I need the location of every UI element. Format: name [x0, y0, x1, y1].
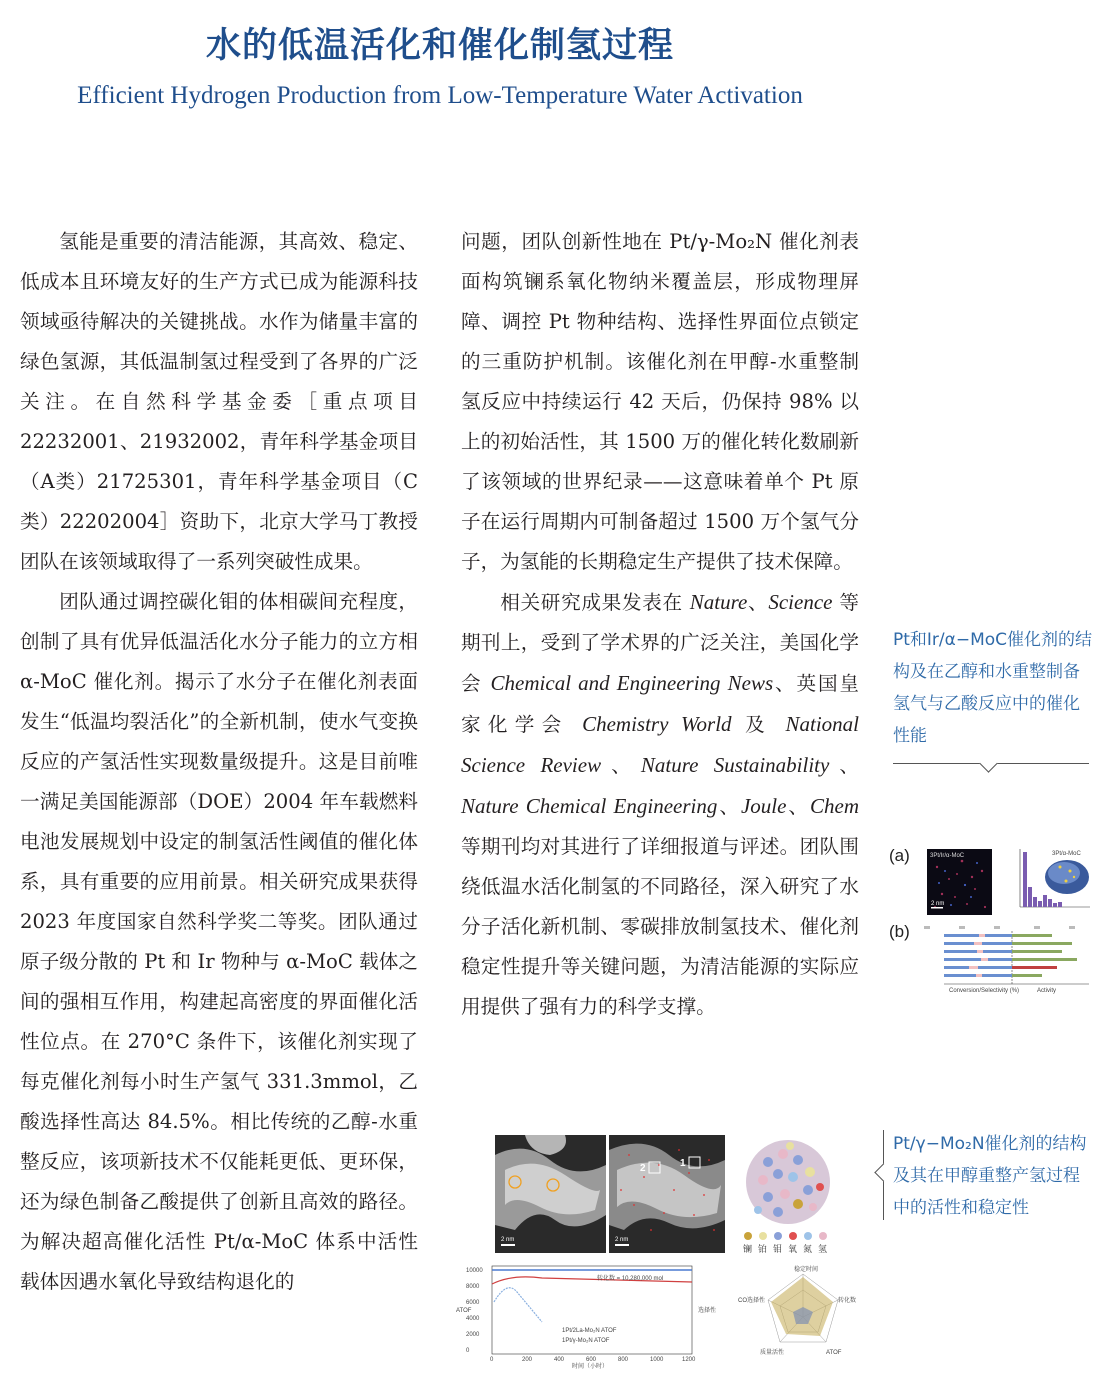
figure2-radar-bottom-right: ATOF	[826, 1350, 842, 1356]
y-tick-label: 0	[466, 1348, 470, 1354]
legend-swatch	[774, 1232, 782, 1240]
x-tick-label: 600	[586, 1357, 597, 1363]
figure2-radar-left: CO选择性	[738, 1298, 766, 1304]
figure2-stem-image-right	[609, 1135, 725, 1253]
journal-name: Chemistry World	[582, 712, 732, 736]
figure2-radar-top: 稳定时间	[794, 1267, 819, 1273]
figure2-plot-ylabel-right: 选择性	[698, 1308, 717, 1314]
legend-swatch	[759, 1232, 767, 1240]
paragraph-publications: 相关研究成果发表在 Nature、Science 等期刊上，受到了学术界的广泛关注，美国化学会 Chemical and Engineering News、英国皇家化学会 Chemistry World 及 National Science Review、Nature Sustainability、Nature Chemical Engineering、Joule、Chem 等期刊均对其进行了详细报道与评述。团队围绕低温水活化制氢的不同路径，深入研究了水分子活化新机制、零碳排放制氢技术、催化剂稳定性提升等关键问题，为清洁能源的实际应用提供了强有力的科学支撑。	[461, 590, 860, 1018]
x-tick-label: 800	[618, 1357, 629, 1363]
x-tick-label: 1000	[650, 1357, 664, 1363]
y-tick-label: 2000	[466, 1332, 480, 1338]
y-tick-label: 10000	[466, 1268, 483, 1274]
page-subtitle-english: Efficient Hydrogen Production from Low-Temperature Water Activation	[77, 82, 803, 109]
y-tick-label: 8000	[466, 1284, 480, 1290]
journal-name: Nature Sustainability	[640, 753, 830, 777]
legend-label: 氢	[818, 1245, 828, 1255]
figure1-performance-bar-chart	[919, 924, 1092, 994]
figure2-marker-2: 2	[640, 1163, 646, 1174]
page-title: 水的低温活化和催化制氢过程	[205, 26, 674, 66]
figure2-plot-legend-2: 1Pt/γ-Mo₂N ATOF	[562, 1338, 610, 1344]
figure1-a-left-label: 3Pt/Ir/α-MoC	[930, 853, 965, 859]
x-tick-label: 1200	[682, 1357, 696, 1363]
figure2-caption: Pt/γ−Mo₂N催化剂的结构及其在甲醇重整产氢过程中的活性和稳定性	[893, 1134, 1087, 1218]
figure2-plot-xlabel: 时间（小时）	[572, 1364, 609, 1370]
journal-name: Chem	[810, 794, 860, 818]
figure2-scale-left: 2 nm	[501, 1237, 515, 1243]
journal-name: Chemical and Engineering News	[490, 671, 774, 695]
x-tick-label: 0	[490, 1357, 494, 1363]
figure1-caption: Pt和Ir/α−MoC催化剂的结构及在乙醇和水重整制备氢气与乙酸反应中的催化性能	[893, 630, 1093, 746]
figure1-b-xlabel-left: Conversion/Selectivity (%)	[949, 988, 1020, 994]
journal-name: Nature Chemical Engineering	[461, 794, 718, 818]
figure1-histogram-structure-image	[1012, 847, 1092, 915]
figure2-marker-1: 1	[680, 1158, 686, 1169]
legend-swatch	[744, 1232, 752, 1240]
journal-name: Science	[768, 590, 833, 614]
figure1-b-xlabel-right: Activity	[1037, 988, 1057, 994]
figure1-label-a: (a)	[889, 846, 910, 865]
figure2-radar-right: 转化数	[838, 1298, 857, 1304]
figure2-plot-ylabel-left: ATOF	[456, 1308, 472, 1314]
figure1-eds-map-image	[927, 849, 992, 915]
figure2-caption-pointer-icon	[874, 1163, 892, 1181]
legend-label: 氧	[788, 1245, 798, 1255]
journal-name: Joule	[740, 794, 787, 818]
figure2-cluster-model-image	[738, 1132, 838, 1258]
journal-name: National Science Review	[461, 712, 859, 777]
legend-label: 钼	[773, 1245, 783, 1255]
figure2-plot-annotation: 转化数 = 10,280,000 mol	[597, 1276, 664, 1282]
figure2-stability-line-plot	[452, 1262, 720, 1372]
legend-swatch	[789, 1232, 797, 1240]
figure2-stem-image-left	[495, 1135, 606, 1253]
x-tick-label: 400	[554, 1357, 565, 1363]
legend-swatch	[819, 1232, 827, 1240]
x-tick-label: 200	[522, 1357, 533, 1363]
figure1-a-scale-label: 2 nm	[931, 901, 945, 907]
paragraph-intro: 氢能是重要的清洁能源，其高效、稳定、低成本且环境友好的生产方式已成为能源科技领域亟待解决的关键挑战。水作为储量丰富的绿色氢源，其低温制氢过程受到了各界的广泛关注。在自然科学基金委［重点项目 22232001、21932002，青年科学基金项目（A类）21725301，青年科学基金项目（C类）22202004］资助下，北京大学马丁教授团队在该领域取得了一系列突破性成果。	[20, 230, 418, 573]
legend-label: 铂	[758, 1245, 768, 1255]
paragraph-moc-catalyst: 团队通过调控碳化钼的体相碳间充程度，创制了具有优异低温活化水分子能力的立方相 α-MoC 催化剂。揭示了水分子在催化剂表面发生“低温均裂活化”的全新机制，使水气变换反应的产氢活性实现数量级提升。这是目前唯一满足美国能源部（DOE）2004 年车载燃料电池发展规划中设定的制氢活性阈值的催化体系，具有重要的应用前景。相关研究成果获得 2023 年度国家自然科学奖二等奖。团队通过原子级分散的 Pt 和 Ir 物种与 α-MoC 载体之间的强相互作用，构建起高密度的界面催化活性位点。在 270°C 条件下，该催化剂实现了每克催化剂每小时生产氢气 331.3mmol，乙酸选择性高达 84.5%。相比传统的乙醇-水重整反应，该项新技术不仅能耗更低、更环保，还为绿色制备乙酸提供了创新且高效的路径。为解决超高催化活性 Pt/α-MoC 体系中活性载体因遇水氧化导致结构退化的	[20, 590, 418, 1293]
figure1-label-b: (b)	[889, 922, 910, 941]
figure2-scale-right: 2 nm	[615, 1237, 629, 1243]
body-column-left	[20, 222, 418, 1302]
figure2-radar-chart	[738, 1262, 868, 1372]
legend-label: 镧	[743, 1245, 753, 1255]
figure1-a-right-label: 3Pt/α-MoC	[1052, 851, 1081, 857]
figure2-plot-legend-1: 1Pt/2La-Mo₂N ATOF	[562, 1328, 617, 1334]
journal-name: Nature	[689, 590, 748, 614]
body-column-middle	[461, 222, 859, 1027]
y-tick-label: 6000	[466, 1300, 480, 1306]
paragraph-mo2n-catalyst: 问题，团队创新性地在 Pt/γ-Mo₂N 催化剂表面构筑镧系氧化物纳米覆盖层，形成物理屏障、调控 Pt 物种结构、选择性界面位点锁定的三重防护机制。该催化剂在甲醇-水重整制氢反应中持续运行 42 天后，仍保持 98% 以上的初始活性，其 1500 万的催化转化数刷新了该领域的世界纪录——这意味着单个 Pt 原子在运行周期内可制备超过 1500 万个氢气分子，为氢能的长期稳定生产提供了技术保障。	[461, 230, 859, 573]
figure2-radar-bottom-left: 质量活性	[760, 1350, 785, 1356]
figure1-caption-pointer-icon	[979, 754, 997, 772]
legend-label: 氮	[803, 1245, 813, 1255]
legend-swatch	[804, 1232, 812, 1240]
y-tick-label: 4000	[466, 1316, 480, 1322]
